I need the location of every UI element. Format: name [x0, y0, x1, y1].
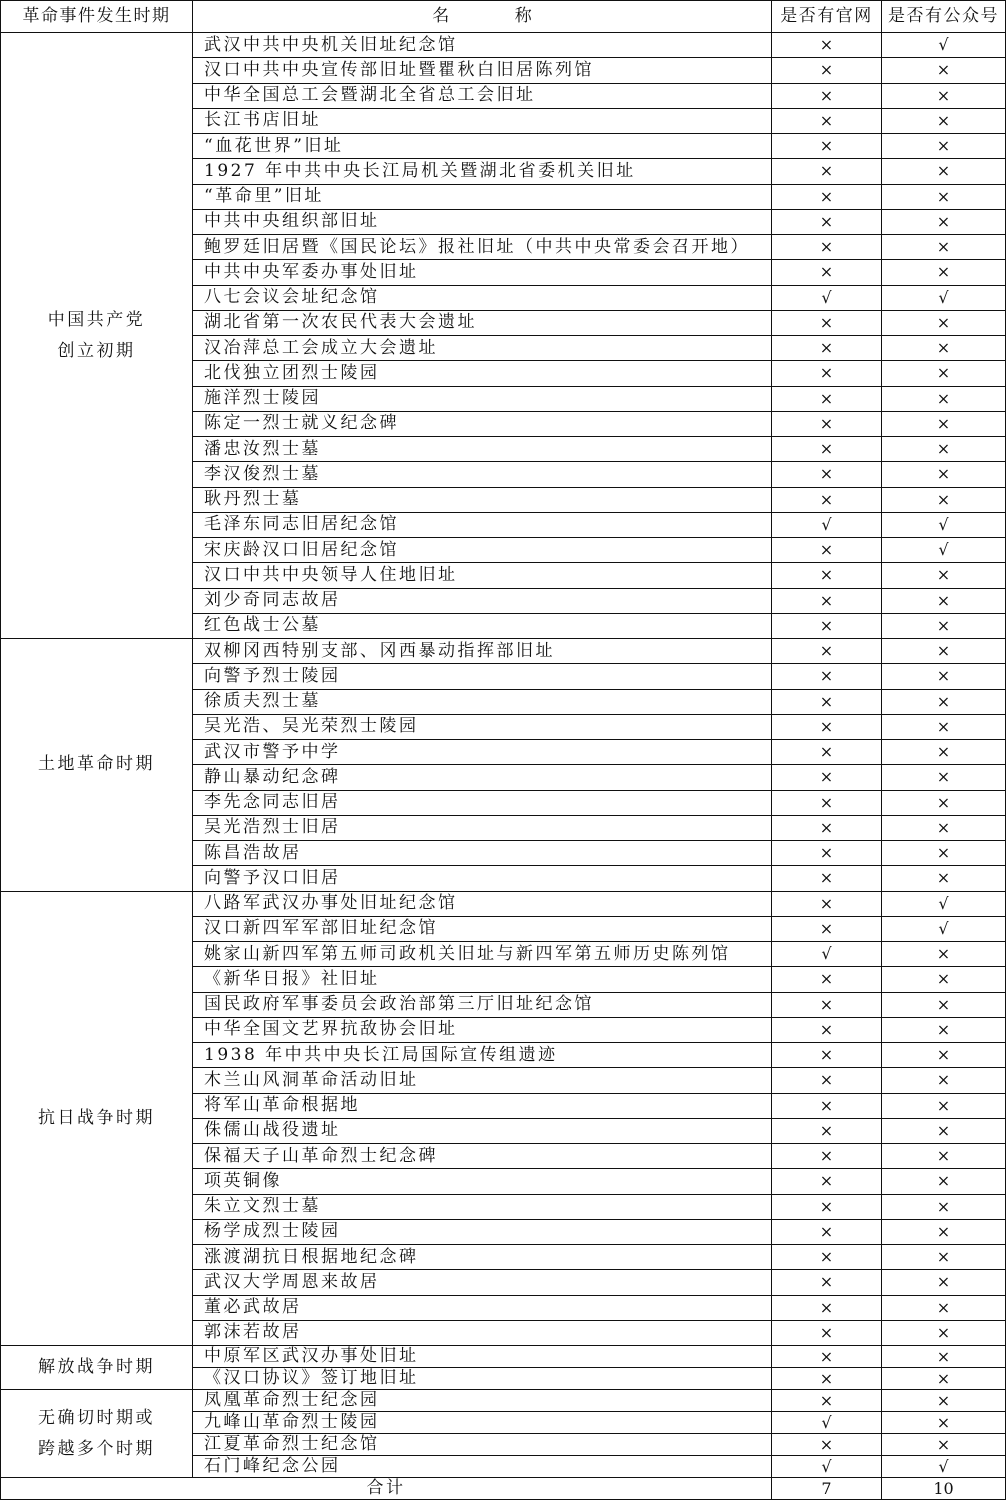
site-name-cell: 国民政府军事委员会政治部第三厅旧址纪念馆: [193, 993, 772, 1018]
wechat-account-cell: ×: [882, 437, 1006, 462]
wechat-account-cell: ×: [882, 1195, 1006, 1220]
official-site-cell: ×: [772, 1321, 882, 1346]
site-name-cell: 将军山革命根据地: [193, 1094, 772, 1119]
official-site-cell: ×: [772, 159, 882, 184]
wechat-account-cell: ×: [882, 412, 1006, 437]
header-period: 革命事件发生时期: [1, 1, 193, 33]
official-site-cell: ×: [772, 538, 882, 563]
site-name-cell: 湖北省第一次农民代表大会遗址: [193, 311, 772, 336]
site-name-cell: 向警予汉口旧居: [193, 866, 772, 891]
site-name-cell: 《新华日报》社旧址: [193, 967, 772, 992]
site-name-cell: 八路军武汉办事处旧址纪念馆: [193, 892, 772, 917]
site-name-cell: 刘少奇同志故居: [193, 589, 772, 614]
wechat-account-cell: ×: [882, 159, 1006, 184]
wechat-account-cell: ×: [882, 1390, 1006, 1412]
wechat-account-cell: ×: [882, 816, 1006, 841]
official-site-cell: ×: [772, 185, 882, 210]
site-name-cell: 吴光浩、吴光荣烈士陵园: [193, 715, 772, 740]
wechat-account-cell: ×: [882, 942, 1006, 967]
site-name-cell: 中共中央组织部旧址: [193, 210, 772, 235]
total-official-site: 7: [772, 1478, 882, 1500]
site-name-cell: 鲍罗廷旧居暨《国民论坛》报社旧址（中共中央常委会召开地）: [193, 235, 772, 260]
official-site-cell: ×: [772, 715, 882, 740]
site-name-cell: 李先念同志旧居: [193, 791, 772, 816]
official-site-cell: ×: [772, 1434, 882, 1456]
wechat-account-cell: ×: [882, 235, 1006, 260]
wechat-account-cell: ×: [882, 664, 1006, 689]
site-name-cell: 吴光浩烈士旧居: [193, 816, 772, 841]
official-site-cell: ×: [772, 1068, 882, 1093]
period-label: 解放战争时期: [38, 1357, 155, 1377]
site-name-cell: 朱立文烈士墓: [193, 1195, 772, 1220]
official-site-cell: ×: [772, 967, 882, 992]
site-name-cell: 八七会议会址纪念馆: [193, 286, 772, 311]
wechat-account-cell: ×: [882, 993, 1006, 1018]
site-name-cell: 徐质夫烈士墓: [193, 690, 772, 715]
official-site-cell: ×: [772, 311, 882, 336]
official-site-cell: ×: [772, 1346, 882, 1368]
period-cell: [1, 892, 193, 1347]
wechat-account-cell: ×: [882, 260, 1006, 285]
wechat-account-cell: ×: [882, 387, 1006, 412]
wechat-account-cell: ×: [882, 185, 1006, 210]
site-name-cell: 1927 年中共中央长江局机关暨湖北省委机关旧址: [193, 159, 772, 184]
total-wechat-account: 10: [882, 1478, 1006, 1500]
official-site-cell: ×: [772, 740, 882, 765]
wechat-account-cell: √: [882, 917, 1006, 942]
site-name-cell: 中原军区武汉办事处旧址: [193, 1346, 772, 1368]
site-name-cell: 耿丹烈士墓: [193, 488, 772, 513]
site-name-cell: 汉口新四军军部旧址纪念馆: [193, 917, 772, 942]
site-name-cell: 九峰山革命烈士陵园: [193, 1412, 772, 1434]
wechat-account-cell: ×: [882, 1296, 1006, 1321]
site-name-cell: 向警予烈士陵园: [193, 664, 772, 689]
wechat-account-cell: ×: [882, 1144, 1006, 1169]
wechat-account-cell: ×: [882, 134, 1006, 159]
site-name-cell: 保福天子山革命烈士纪念碑: [193, 1144, 772, 1169]
official-site-cell: ×: [772, 1220, 882, 1245]
wechat-account-cell: ×: [882, 361, 1006, 386]
site-name-cell: 郭沫若故居: [193, 1321, 772, 1346]
wechat-account-cell: √: [882, 513, 1006, 538]
wechat-account-cell: ×: [882, 1368, 1006, 1390]
wechat-account-cell: ×: [882, 462, 1006, 487]
official-site-cell: ×: [772, 1390, 882, 1412]
site-name-cell: 陈定一烈士就义纪念碑: [193, 412, 772, 437]
official-site-cell: ×: [772, 892, 882, 917]
site-name-cell: 中华全国文艺界抗敌协会旧址: [193, 1018, 772, 1043]
wechat-account-cell: ×: [882, 690, 1006, 715]
official-site-cell: √: [772, 1412, 882, 1434]
site-name-cell: 石门峰纪念公园: [193, 1456, 772, 1478]
site-name-cell: 北伐独立团烈士陵园: [193, 361, 772, 386]
wechat-account-cell: ×: [882, 1018, 1006, 1043]
period-label: 土地革命时期: [38, 754, 155, 775]
official-site-cell: ×: [772, 260, 882, 285]
site-name-cell: 凤凰革命烈士纪念园: [193, 1390, 772, 1412]
wechat-account-cell: ×: [882, 791, 1006, 816]
official-site-cell: ×: [772, 664, 882, 689]
site-name-cell: 陈昌浩故居: [193, 841, 772, 866]
official-site-cell: ×: [772, 1169, 882, 1194]
official-site-cell: ×: [772, 437, 882, 462]
header-official-site: 是否有官网: [772, 1, 882, 33]
official-site-cell: ×: [772, 134, 882, 159]
wechat-account-cell: ×: [882, 1068, 1006, 1093]
site-name-cell: 武汉中共中央机关旧址纪念馆: [193, 33, 772, 58]
official-site-cell: ×: [772, 1195, 882, 1220]
wechat-account-cell: ×: [882, 1412, 1006, 1434]
wechat-account-cell: √: [882, 538, 1006, 563]
official-site-cell: ×: [772, 866, 882, 891]
official-site-cell: ×: [772, 1094, 882, 1119]
official-site-cell: ×: [772, 1144, 882, 1169]
site-name-cell: 潘忠汝烈士墓: [193, 437, 772, 462]
official-site-cell: ×: [772, 84, 882, 109]
official-site-cell: ×: [772, 993, 882, 1018]
wechat-account-cell: ×: [882, 311, 1006, 336]
site-name-cell: 宋庆龄汉口旧居纪念馆: [193, 538, 772, 563]
site-name-cell: 侏儒山战役遗址: [193, 1119, 772, 1144]
official-site-cell: ×: [772, 1270, 882, 1295]
wechat-account-cell: ×: [882, 488, 1006, 513]
wechat-account-cell: ×: [882, 563, 1006, 588]
official-site-cell: ×: [772, 412, 882, 437]
wechat-account-cell: ×: [882, 84, 1006, 109]
wechat-account-cell: ×: [882, 841, 1006, 866]
wechat-account-cell: √: [882, 1456, 1006, 1478]
site-name-cell: 项英铜像: [193, 1169, 772, 1194]
wechat-account-cell: ×: [882, 1043, 1006, 1068]
wechat-account-cell: ×: [882, 715, 1006, 740]
official-site-cell: ×: [772, 462, 882, 487]
official-site-cell: ×: [772, 361, 882, 386]
wechat-account-cell: ×: [882, 1094, 1006, 1119]
site-name-cell: 中华全国总工会暨湖北全省总工会旧址: [193, 84, 772, 109]
official-site-cell: ×: [772, 210, 882, 235]
wechat-account-cell: ×: [882, 866, 1006, 891]
wechat-account-cell: ×: [882, 967, 1006, 992]
site-name-cell: 长江书店旧址: [193, 109, 772, 134]
period-label: 跨越多个时期: [38, 1438, 155, 1459]
site-name-cell: 涨渡湖抗日根据地纪念碑: [193, 1245, 772, 1270]
period-cell: [1, 639, 193, 892]
wechat-account-cell: ×: [882, 1119, 1006, 1144]
official-site-cell: ×: [772, 1368, 882, 1390]
wechat-account-cell: ×: [882, 210, 1006, 235]
official-site-cell: ×: [772, 690, 882, 715]
official-site-cell: ×: [772, 488, 882, 513]
official-site-cell: ×: [772, 336, 882, 361]
site-name-cell: 汉口中共中央领导人住地旧址: [193, 563, 772, 588]
official-site-cell: ×: [772, 58, 882, 83]
official-site-cell: ×: [772, 387, 882, 412]
official-site-cell: ×: [772, 1043, 882, 1068]
site-name-cell: 中共中央军委办事处旧址: [193, 260, 772, 285]
official-site-cell: √: [772, 942, 882, 967]
header-name: 名 称: [193, 1, 772, 33]
official-site-cell: ×: [772, 1018, 882, 1043]
wechat-account-cell: ×: [882, 765, 1006, 790]
period-label: 中国共产党: [47, 309, 146, 330]
period-label: 抗日战争时期: [38, 1107, 155, 1128]
wechat-account-cell: ×: [882, 589, 1006, 614]
official-site-cell: ×: [772, 1119, 882, 1144]
wechat-account-cell: ×: [882, 1346, 1006, 1368]
site-name-cell: 武汉市警予中学: [193, 740, 772, 765]
site-name-cell: 姚家山新四军第五师司政机关旧址与新四军第五师历史陈列馆: [193, 942, 772, 967]
official-site-cell: ×: [772, 917, 882, 942]
site-name-cell: 1938 年中共中央长江局国际宣传组遗迹: [193, 1043, 772, 1068]
site-name-cell: 毛泽东同志旧居纪念馆: [193, 513, 772, 538]
official-site-cell: ×: [772, 791, 882, 816]
site-name-cell: 武汉大学周恩来故居: [193, 1270, 772, 1295]
official-site-cell: ×: [772, 33, 882, 58]
wechat-account-cell: ×: [882, 614, 1006, 639]
wechat-account-cell: ×: [882, 1434, 1006, 1456]
official-site-cell: ×: [772, 614, 882, 639]
site-name-cell: “革命里”旧址: [193, 185, 772, 210]
official-site-cell: ×: [772, 563, 882, 588]
site-name-cell: 《汉口协议》签订地旧址: [193, 1368, 772, 1390]
site-name-cell: 李汉俊烈士墓: [193, 462, 772, 487]
site-name-cell: 汉冶萍总工会成立大会遗址: [193, 336, 772, 361]
total-label: 合计: [1, 1478, 772, 1500]
site-name-cell: 施洋烈士陵园: [193, 387, 772, 412]
site-name-cell: 汉口中共中央宣传部旧址暨瞿秋白旧居陈列馆: [193, 58, 772, 83]
site-name-cell: 木兰山风洞革命活动旧址: [193, 1068, 772, 1093]
wechat-account-cell: ×: [882, 336, 1006, 361]
site-name-cell: 红色战士公墓: [193, 614, 772, 639]
wechat-account-cell: √: [882, 286, 1006, 311]
site-name-cell: 双柳冈西特别支部、冈西暴动指挥部旧址: [193, 639, 772, 664]
official-site-cell: ×: [772, 816, 882, 841]
period-cell: [1, 1390, 193, 1478]
official-site-cell: √: [772, 1456, 882, 1478]
period-label: 无确切时期或: [38, 1407, 155, 1428]
official-site-cell: ×: [772, 765, 882, 790]
site-name-cell: 董必武故居: [193, 1296, 772, 1321]
wechat-account-cell: ×: [882, 1321, 1006, 1346]
wechat-account-cell: ×: [882, 58, 1006, 83]
site-name-cell: 江夏革命烈士纪念馆: [193, 1434, 772, 1456]
wechat-account-cell: ×: [882, 109, 1006, 134]
official-site-cell: ×: [772, 109, 882, 134]
wechat-account-cell: ×: [882, 740, 1006, 765]
official-site-cell: ×: [772, 841, 882, 866]
wechat-account-cell: ×: [882, 639, 1006, 664]
official-site-cell: ×: [772, 235, 882, 260]
official-site-cell: ×: [772, 589, 882, 614]
period-label: 创立初期: [57, 340, 136, 361]
site-name-cell: 杨学成烈士陵园: [193, 1220, 772, 1245]
site-name-cell: “血花世界”旧址: [193, 134, 772, 159]
official-site-cell: ×: [772, 639, 882, 664]
official-site-cell: √: [772, 513, 882, 538]
wechat-account-cell: √: [882, 892, 1006, 917]
wechat-account-cell: ×: [882, 1220, 1006, 1245]
site-name-cell: 静山暴动纪念碑: [193, 765, 772, 790]
header-wechat-account: 是否有公众号: [882, 1, 1006, 33]
official-site-cell: ×: [772, 1296, 882, 1321]
wechat-account-cell: ×: [882, 1169, 1006, 1194]
official-site-cell: √: [772, 286, 882, 311]
wechat-account-cell: ×: [882, 1270, 1006, 1295]
period-cell: [1, 33, 193, 639]
official-site-cell: ×: [772, 1245, 882, 1270]
wechat-account-cell: ×: [882, 1245, 1006, 1270]
wechat-account-cell: √: [882, 33, 1006, 58]
period-cell: [1, 1346, 193, 1390]
